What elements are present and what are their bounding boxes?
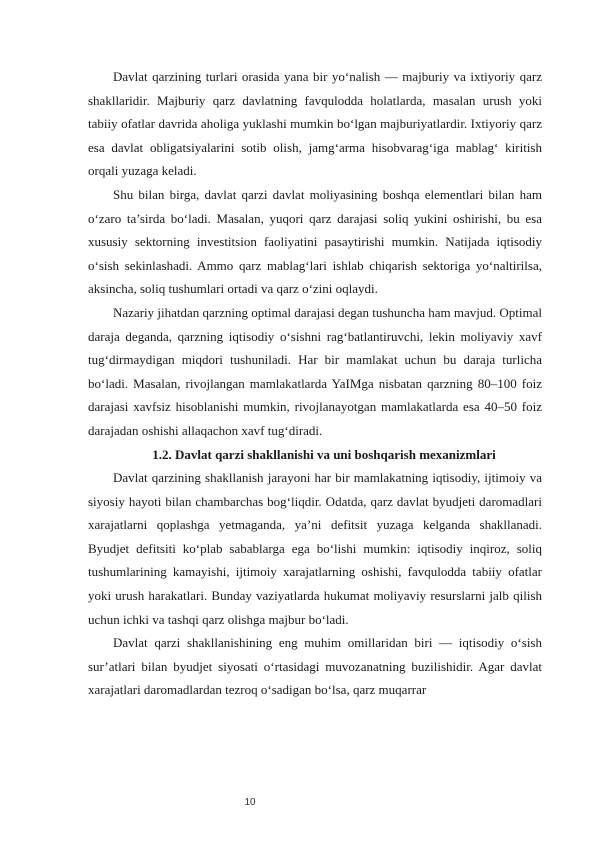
page-body	[88, 65, 542, 702]
section-heading: 1.2. Davlat qarzi shakllanishi va uni boshqarish mexanizmlari	[152, 446, 496, 462]
paragraph: Davlat qarzining turlari orasida yana bir yo‘nalish — majburiy va ixtiyoriy qarz shakllaridir. Majburiy qarz davlatning favqulodda holatlarda, masalan urush yoki tabiiy ofatlar davrida aholiga yuklashi mumkin bo‘lgan majburiyatlardir. Ixtiyoriy qarz esa davlat obligatsiyalarini sotib olish, jamg‘arma hisobvarag‘iga mablag‘ kiritish orqali yuzaga keladi.	[88, 69, 542, 179]
page-number: 10	[244, 797, 256, 808]
paragraph: Shu bilan birga, davlat qarzi davlat moliyasining boshqa elementlari bilan ham o‘zaro ta’sirda bo‘ladi. Masalan, yuqori qarz darajasi soliq yukini oshirishi, bu esa xususiy sektorning investitsion faoliyatini pasaytirishi mumkin. Natijada iqtisodiy o‘sish sekinlashadi. Ammo qarz mablag‘lari ishlab chiqarish sektoriga yo‘naltirilsa, aksincha, soliq tushumlari ortadi va qarz o‘zini oqlaydi.	[88, 186, 542, 297]
paragraph: Nazariy jihatdan qarzning optimal darajasi degan tushuncha ham mavjud. Optimal daraja deganda, qarzning iqtisodiy o‘sishni rag‘batlantiruvchi, lekin moliyaviy xavf tug‘dirmaydigan miqdori tushuniladi. Har bir mamlakat uchun bu daraja turlicha bo‘ladi. Masalan, rivojlangan mamlakatlarda YaIMga nisbatan qarzning 80–100 foiz darajasi xavfsiz hisoblanishi mumkin, rivojlanayotgan mamlakatlarda esa 40–50 foiz darajadan oshishi allaqachon xavf tug‘diradi.	[88, 304, 542, 438]
paragraph: Davlat qarzining shakllanish jarayoni har bir mamlakatning iqtisodiy, ijtimoiy va siyosiy hayoti bilan chambarchas bog‘liqdir. Odatda, qarz davlat byudjeti daromadlari xarajatlarni qoplashga yetmaganda, ya’ni defitsit yuzaga kelganda shakllanadi. Byudjet defitsiti ko‘plab sabablarga ega bo‘lishi mumkin: iqtisodiy inqiroz, soliq tushumlarining kamayishi, ijtimoiy xarajatlarning oshishi, favqulodda tabiiy ofatlar yoki urush harakatlari. Bunday vaziyatlarda hukumat moliyaviy resurslarni jalb qilish uchun ichki va tashqi qarz olishga majbur bo‘ladi.	[88, 470, 542, 627]
paragraph: Davlat qarzi shakllanishining eng muhim omillaridan biri — iqtisodiy o‘sish sur’atlari bilan byudjet siyosati o‘rtasidagi muvozanatning buzilishidir. Agar davlat xarajatlari daromadlardan tezroq o‘sadigan bo‘lsa, qarz muqarrar	[88, 635, 542, 698]
